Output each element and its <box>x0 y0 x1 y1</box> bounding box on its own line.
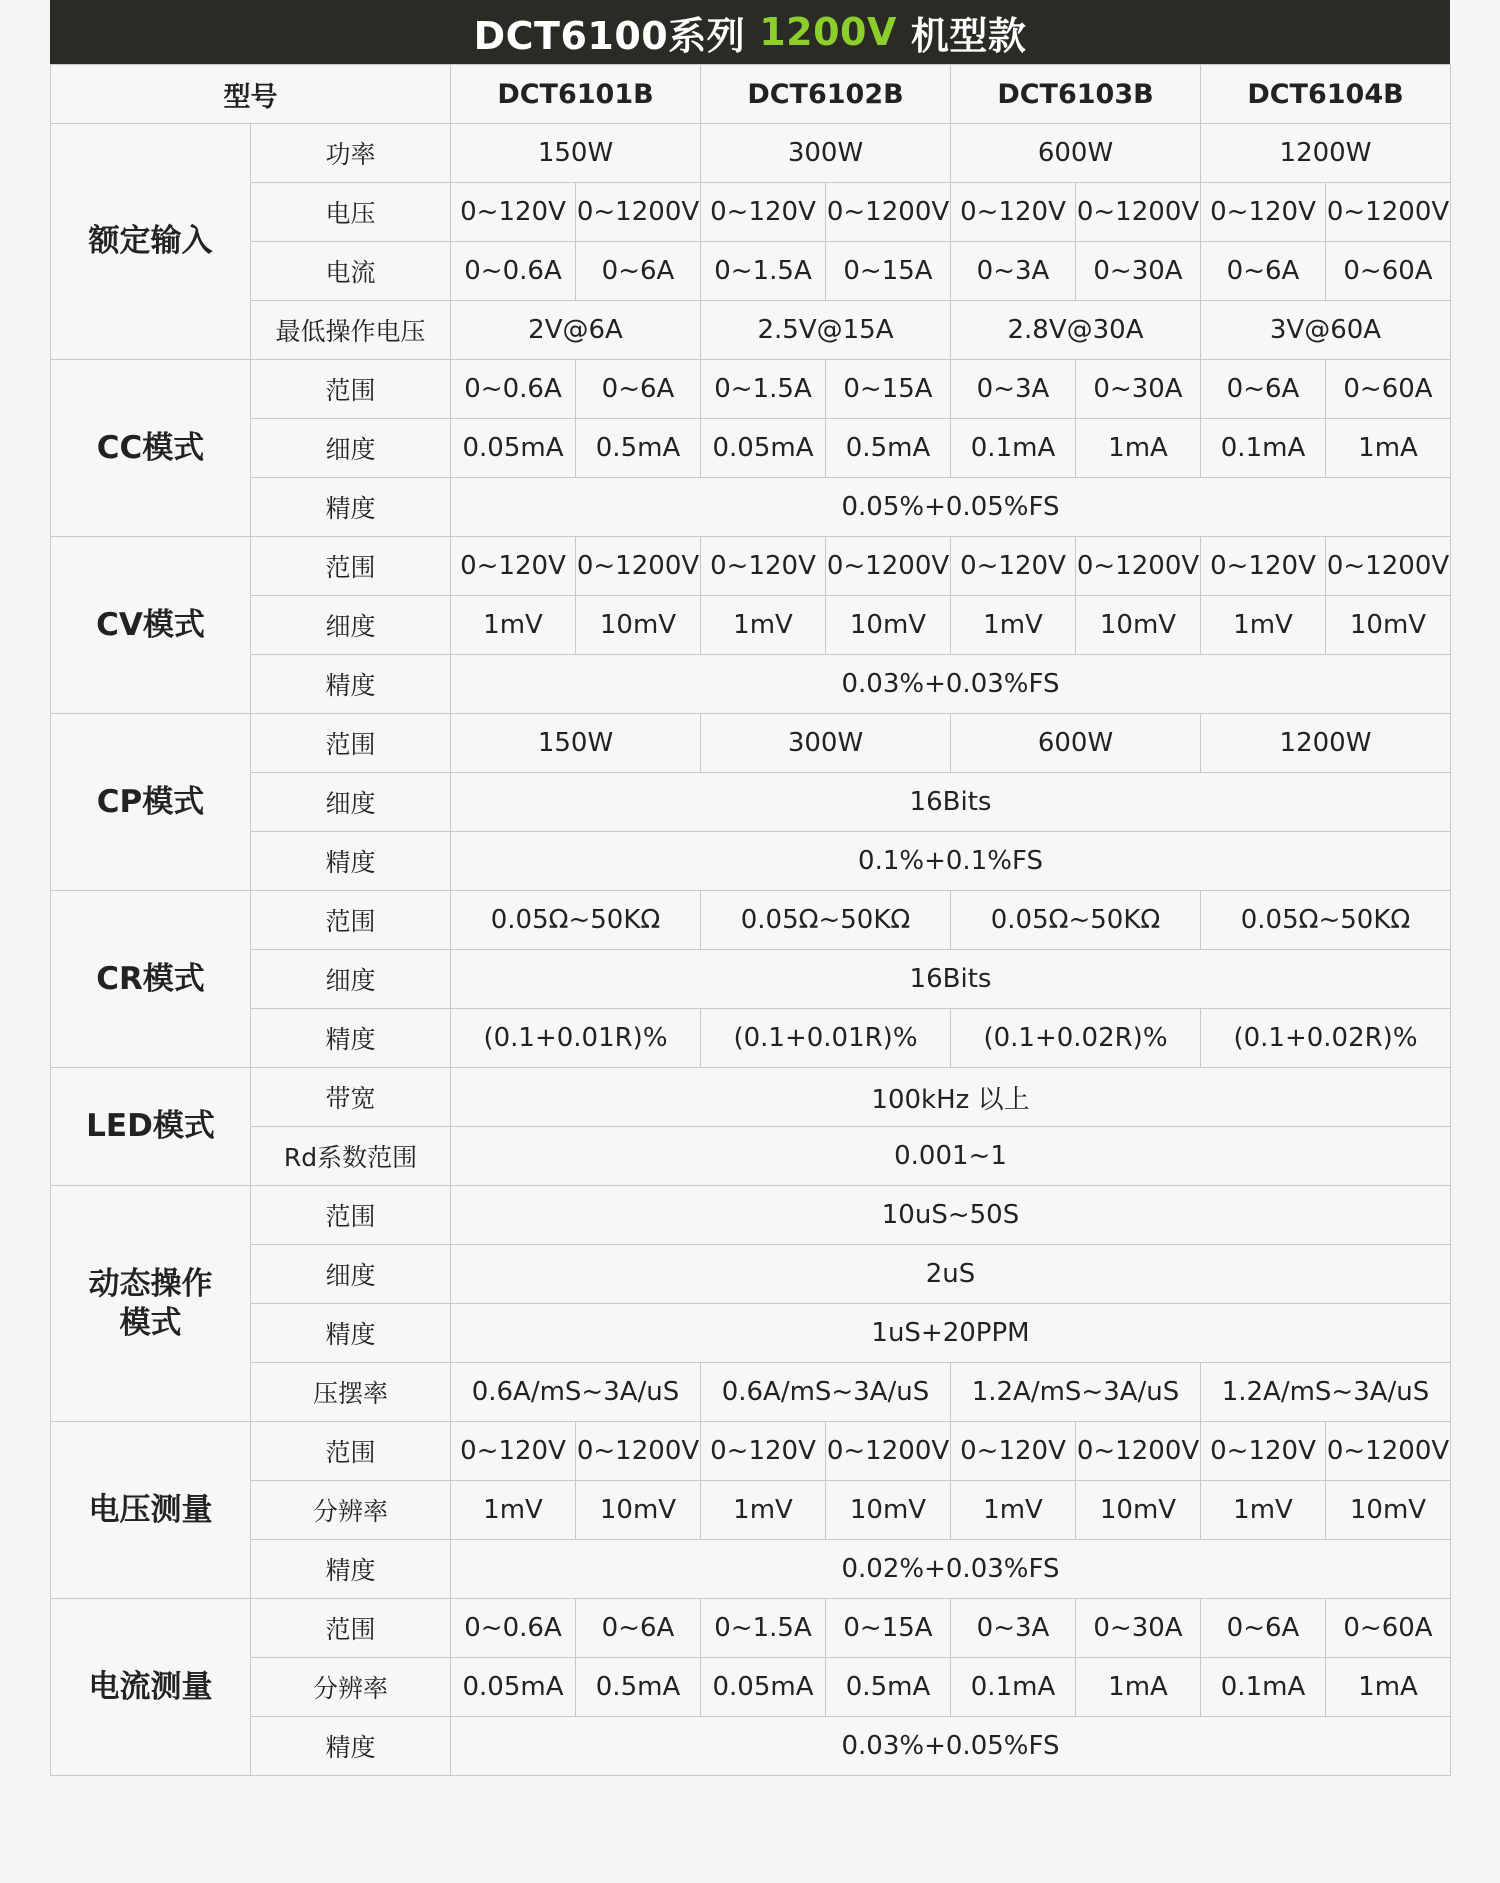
value-cell: 600W <box>951 124 1201 183</box>
value-cell: 0.1mA <box>1201 1658 1326 1717</box>
value-cell: 1mV <box>701 596 826 655</box>
value-cell: 0~1200V <box>826 1422 951 1481</box>
param-label: 精度 <box>251 1540 451 1599</box>
value-cell: 0~6A <box>576 1599 701 1658</box>
value-cell: 0~120V <box>1201 1422 1326 1481</box>
value-cell: 0.05mA <box>451 419 576 478</box>
table-row <box>51 360 1451 419</box>
value-cell: 10mV <box>1076 596 1201 655</box>
value-cell: 0~1200V <box>576 1422 701 1481</box>
value-cell: 10mV <box>1326 1481 1451 1540</box>
value-cell: 0~120V <box>451 1422 576 1481</box>
param-label: 细度 <box>251 596 451 655</box>
value-cell: 10mV <box>826 1481 951 1540</box>
value-cell: 1.2A/mS~3A/uS <box>1201 1363 1451 1422</box>
param-label: 功率 <box>251 124 451 183</box>
value-cell: 1mV <box>451 1481 576 1540</box>
param-label: 带宽 <box>251 1068 451 1127</box>
value-cell: 1mV <box>701 1481 826 1540</box>
value-cell: 0~0.6A <box>451 360 576 419</box>
table-row <box>51 655 1451 714</box>
value-cell: 0.1mA <box>951 419 1076 478</box>
model-header: DCT6104B <box>1201 65 1451 124</box>
param-label: 精度 <box>251 832 451 891</box>
table-row <box>51 1127 1451 1186</box>
value-cell-span: 0.05%+0.05%FS <box>451 478 1451 537</box>
value-cell: 2.8V@30A <box>951 301 1201 360</box>
table-row <box>51 1540 1451 1599</box>
table-row <box>51 773 1451 832</box>
param-label: 分辨率 <box>251 1481 451 1540</box>
param-label: 范围 <box>251 1186 451 1245</box>
value-cell: 0~120V <box>951 1422 1076 1481</box>
value-cell: 0~6A <box>576 360 701 419</box>
table-row <box>51 1481 1451 1540</box>
value-cell: 1.2A/mS~3A/uS <box>951 1363 1201 1422</box>
value-cell: 0~60A <box>1326 360 1451 419</box>
value-cell: 0.05Ω~50KΩ <box>451 891 701 950</box>
value-cell: 0.1mA <box>1201 419 1326 478</box>
param-label: 范围 <box>251 714 451 773</box>
value-cell: 0.1mA <box>951 1658 1076 1717</box>
value-cell: 0~120V <box>951 183 1076 242</box>
value-cell: 0~1200V <box>1326 537 1451 596</box>
group-label-led: LED模式 <box>51 1068 251 1186</box>
table-row <box>51 1186 1451 1245</box>
param-label: Rd系数范围 <box>251 1127 451 1186</box>
value-cell-span: 0.02%+0.03%FS <box>451 1540 1451 1599</box>
value-cell: 10mV <box>576 596 701 655</box>
table-row <box>51 419 1451 478</box>
group-label-rated-input: 额定输入 <box>51 124 251 360</box>
table-row <box>51 1363 1451 1422</box>
table-header-row <box>51 65 1451 124</box>
group-label-cr: CR模式 <box>51 891 251 1068</box>
param-label: 分辨率 <box>251 1658 451 1717</box>
param-label: 范围 <box>251 1599 451 1658</box>
value-cell: 1mV <box>1201 596 1326 655</box>
value-cell: 0~120V <box>701 537 826 596</box>
value-cell: 0~3A <box>951 242 1076 301</box>
value-cell: 0.6A/mS~3A/uS <box>451 1363 701 1422</box>
value-cell: 1mA <box>1076 1658 1201 1717</box>
param-label: 范围 <box>251 360 451 419</box>
value-cell: 0~1.5A <box>701 242 826 301</box>
value-cell: 0~15A <box>826 1599 951 1658</box>
table-row <box>51 832 1451 891</box>
value-cell: 300W <box>701 714 951 773</box>
value-cell: 0.05Ω~50KΩ <box>951 891 1201 950</box>
value-cell: 1mA <box>1076 419 1201 478</box>
value-cell: 1mV <box>1201 1481 1326 1540</box>
value-cell: 0~60A <box>1326 242 1451 301</box>
value-cell: 300W <box>701 124 951 183</box>
value-cell: 1mA <box>1326 1658 1451 1717</box>
group-label-dynamic: 动态操作 模式 <box>51 1186 251 1422</box>
value-cell-span: 16Bits <box>451 950 1451 1009</box>
value-cell: 3V@60A <box>1201 301 1451 360</box>
value-cell-span: 16Bits <box>451 773 1451 832</box>
value-cell: 0.5mA <box>576 419 701 478</box>
value-cell-span: 2uS <box>451 1245 1451 1304</box>
value-cell-span: 0.03%+0.03%FS <box>451 655 1451 714</box>
value-cell: 1mA <box>1326 419 1451 478</box>
group-label-cc: CC模式 <box>51 360 251 537</box>
value-cell: 0~6A <box>1201 242 1326 301</box>
param-label: 范围 <box>251 537 451 596</box>
value-cell: 0~30A <box>1076 360 1201 419</box>
param-label: 最低操作电压 <box>251 301 451 360</box>
value-cell: 0~120V <box>1201 537 1326 596</box>
param-label: 细度 <box>251 773 451 832</box>
value-cell-span: 0.001~1 <box>451 1127 1451 1186</box>
value-cell: 0~6A <box>576 242 701 301</box>
value-cell: 2V@6A <box>451 301 701 360</box>
table-row <box>51 1599 1451 1658</box>
value-cell-span: 1uS+20PPM <box>451 1304 1451 1363</box>
value-cell: 10mV <box>1076 1481 1201 1540</box>
value-cell: 0.5mA <box>826 419 951 478</box>
value-cell: 0.05Ω~50KΩ <box>701 891 951 950</box>
value-cell: 0~1.5A <box>701 360 826 419</box>
value-cell: 0~1.5A <box>701 1599 826 1658</box>
param-label: 精度 <box>251 478 451 537</box>
value-cell: 0~120V <box>1201 183 1326 242</box>
value-cell: (0.1+0.01R)% <box>451 1009 701 1068</box>
group-label-vmeas: 电压测量 <box>51 1422 251 1599</box>
title-bar <box>50 0 1450 64</box>
value-cell: 1200W <box>1201 124 1451 183</box>
value-cell: 0~3A <box>951 360 1076 419</box>
value-cell: 0.05mA <box>701 1658 826 1717</box>
table-row <box>51 1068 1451 1127</box>
group-label-imeas: 电流测量 <box>51 1599 251 1776</box>
param-label: 精度 <box>251 1717 451 1776</box>
value-cell: 0~1200V <box>1076 1422 1201 1481</box>
value-cell: 1mV <box>451 596 576 655</box>
param-label: 电压 <box>251 183 451 242</box>
value-cell: 0~120V <box>701 183 826 242</box>
table-row <box>51 183 1451 242</box>
param-label: 电流 <box>251 242 451 301</box>
value-cell-span: 0.03%+0.05%FS <box>451 1717 1451 1776</box>
value-cell: 0~120V <box>451 183 576 242</box>
value-cell: 0~1200V <box>1326 183 1451 242</box>
table-row <box>51 714 1451 773</box>
value-cell: 0~1200V <box>576 537 701 596</box>
table-row <box>51 1009 1451 1068</box>
value-cell: 0~1200V <box>826 183 951 242</box>
value-cell: 0~1200V <box>1076 537 1201 596</box>
value-cell: 10mV <box>576 1481 701 1540</box>
model-label: 型号 <box>51 65 451 124</box>
group-label-cv: CV模式 <box>51 537 251 714</box>
value-cell-span: 100kHz 以上 <box>451 1068 1451 1127</box>
table-row <box>51 1658 1451 1717</box>
value-cell: 150W <box>451 124 701 183</box>
value-cell: 0~6A <box>1201 1599 1326 1658</box>
param-label: 精度 <box>251 655 451 714</box>
title-accent: 1200V <box>759 10 897 54</box>
value-cell: 150W <box>451 714 701 773</box>
spec-table <box>50 64 1451 1776</box>
param-label: 细度 <box>251 950 451 1009</box>
value-cell: 0.05Ω~50KΩ <box>1201 891 1451 950</box>
value-cell: 0~3A <box>951 1599 1076 1658</box>
value-cell: 0.5mA <box>826 1658 951 1717</box>
value-cell: 0~120V <box>451 537 576 596</box>
table-row <box>51 596 1451 655</box>
value-cell: (0.1+0.01R)% <box>701 1009 951 1068</box>
value-cell: 0~60A <box>1326 1599 1451 1658</box>
table-row <box>51 242 1451 301</box>
table-row <box>51 1717 1451 1776</box>
param-label: 精度 <box>251 1009 451 1068</box>
model-header: DCT6101B <box>451 65 701 124</box>
value-cell: 0~1200V <box>576 183 701 242</box>
value-cell: 0~15A <box>826 242 951 301</box>
value-cell: 0.5mA <box>576 1658 701 1717</box>
title-suffix: 机型款 <box>910 13 1027 58</box>
param-label: 压摆率 <box>251 1363 451 1422</box>
value-cell-span: 0.1%+0.1%FS <box>451 832 1451 891</box>
value-cell: 600W <box>951 714 1201 773</box>
value-cell: 2.5V@15A <box>701 301 951 360</box>
value-cell-span: 10uS~50S <box>451 1186 1451 1245</box>
table-row <box>51 301 1451 360</box>
table-row <box>51 891 1451 950</box>
param-label: 精度 <box>251 1304 451 1363</box>
value-cell: 0.05mA <box>701 419 826 478</box>
param-label: 细度 <box>251 419 451 478</box>
value-cell: 0~0.6A <box>451 1599 576 1658</box>
value-cell: 0~30A <box>1076 1599 1201 1658</box>
value-cell: 1mV <box>951 596 1076 655</box>
table-row <box>51 537 1451 596</box>
value-cell: 0~120V <box>701 1422 826 1481</box>
value-cell: 0~120V <box>951 537 1076 596</box>
model-header: DCT6102B <box>701 65 951 124</box>
value-cell: 10mV <box>826 596 951 655</box>
value-cell: 0.6A/mS~3A/uS <box>701 1363 951 1422</box>
param-label: 范围 <box>251 891 451 950</box>
value-cell: 0~15A <box>826 360 951 419</box>
value-cell: 1200W <box>1201 714 1451 773</box>
value-cell: 0.05mA <box>451 1658 576 1717</box>
value-cell: 0~1200V <box>1076 183 1201 242</box>
param-label: 细度 <box>251 1245 451 1304</box>
spec-sheet <box>50 0 1450 1776</box>
value-cell: 10mV <box>1326 596 1451 655</box>
table-row <box>51 1304 1451 1363</box>
value-cell: 1mV <box>951 1481 1076 1540</box>
value-cell: 0~6A <box>1201 360 1326 419</box>
model-header: DCT6103B <box>951 65 1201 124</box>
value-cell: 0~1200V <box>1326 1422 1451 1481</box>
table-row <box>51 950 1451 1009</box>
table-row <box>51 1245 1451 1304</box>
table-row <box>51 478 1451 537</box>
value-cell: (0.1+0.02R)% <box>1201 1009 1451 1068</box>
value-cell: 0~0.6A <box>451 242 576 301</box>
spec-table-body <box>51 65 1451 1776</box>
param-label: 范围 <box>251 1422 451 1481</box>
group-label-cp: CP模式 <box>51 714 251 891</box>
value-cell: (0.1+0.02R)% <box>951 1009 1201 1068</box>
table-row <box>51 1422 1451 1481</box>
table-row <box>51 124 1451 183</box>
value-cell: 0~30A <box>1076 242 1201 301</box>
title-prefix: DCT6100系列 <box>473 13 746 58</box>
value-cell: 0~1200V <box>826 537 951 596</box>
